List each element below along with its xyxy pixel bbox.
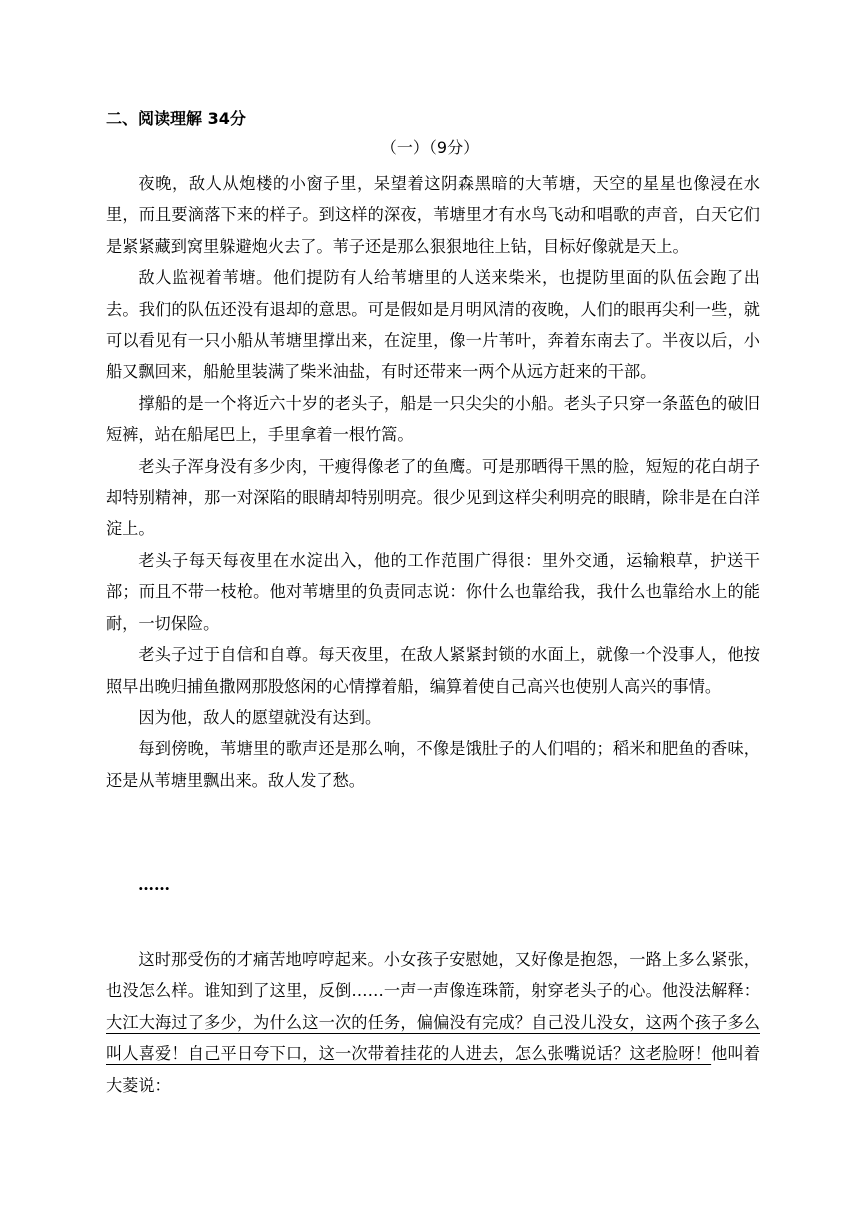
passage-body (106, 168, 760, 796)
paragraph: 因为他，敌人的愿望就没有达到。 (138, 707, 382, 727)
text-after: 他叫着大菱说： (106, 1044, 761, 1095)
passage-excerpt (106, 944, 760, 1101)
paragraph: 老头子每天每夜里在水淀出入，他的工作范围广得很：里外交通，运输粮草，护送干部；而且不带一枝枪。他对苇塘里的负责同志说：你什么也靠给我，我什么也靠给水上的能耐，一切保险。 (106, 550, 760, 633)
paragraph: 每到傍晚，苇塘里的歌声还是那么响，不像是饿肚子的人们唱的；稻米和肥鱼的香味，还是从苇塘里飘出来。敌人发了愁。 (106, 739, 760, 790)
paragraph (106, 944, 760, 1101)
paragraph: 老头子过于自信和自尊。每天夜里，在敌人紧紧封锁的水面上，就像一个没事人，他按照早出晚归捕鱼撒网那股悠闲的心情撑着船，编算着使自己高兴也使别人高兴的事情。 (106, 645, 760, 696)
section-title: 二、阅读理解 34分 (106, 109, 246, 128)
paragraph: 敌人监视着苇塘。他们提防有人给苇塘里的人送来柴米，也提防里面的队伍会跑了出去。我们的队伍还没有退却的意思。可是假如是月明风清的夜晚，人们的眼再尖利一些，就可以看见有一只小船从苇塘里撑出来，在淀里，像一片苇叶，奔着东南去了。半夜以后，小船又飘回来，船舱里装满了柴米油盐，有时还带来一两个从远方赶来的干部。 (106, 268, 760, 382)
underlined-sentence: 大江大海过了多少，为什么这一次的任务，偏偏没有完成？自己没儿没女，这两个孩子多么叫人喜爱！自己平日夸下口，这一次带着挂花的人进去，怎么张嘴说话？这老脸呀！ (106, 1012, 760, 1064)
paragraph: 撑船的是一个将近六十岁的老头子，船是一只尖尖的小船。老头子只穿一条蓝色的破旧短裤，站在船尾巴上，手里拿着一根竹篙。 (106, 393, 760, 445)
paragraph: 夜晚，敌人从炮楼的小窗子里，呆望着这阴森黑暗的大苇塘，天空的星星也像浸在水里，而且要滴落下来的样子。到这样的深夜，苇塘里才有水鸟飞动和唱歌的声音，白天它们是紧紧藏到窝里躲避炮火去了。苇子还是那么狠狠地往上钻，目标好像就是天上。 (106, 174, 760, 256)
text-before: 这时那受伤的才痛苦地哼哼起来。小女孩子安慰她，又好像是抱怨，一路上多么紧张，也没怎么样。谁知到了这里，反倒……一声一声像连珠箭，射穿老头子的心。他没法解释： (106, 950, 760, 1001)
paragraph: 老头子浑身没有多少肉，干瘦得像老了的鱼鹰。可是那晒得干黑的脸，短短的花白胡子却特别精神，那一对深陷的眼睛却特别明亮。很少见到这样尖利明亮的眼睛，除非是在白洋淀上。 (106, 456, 760, 539)
omission-ellipsis: …… (138, 875, 170, 894)
passage-subheading: （一）（9分） (380, 138, 480, 157)
